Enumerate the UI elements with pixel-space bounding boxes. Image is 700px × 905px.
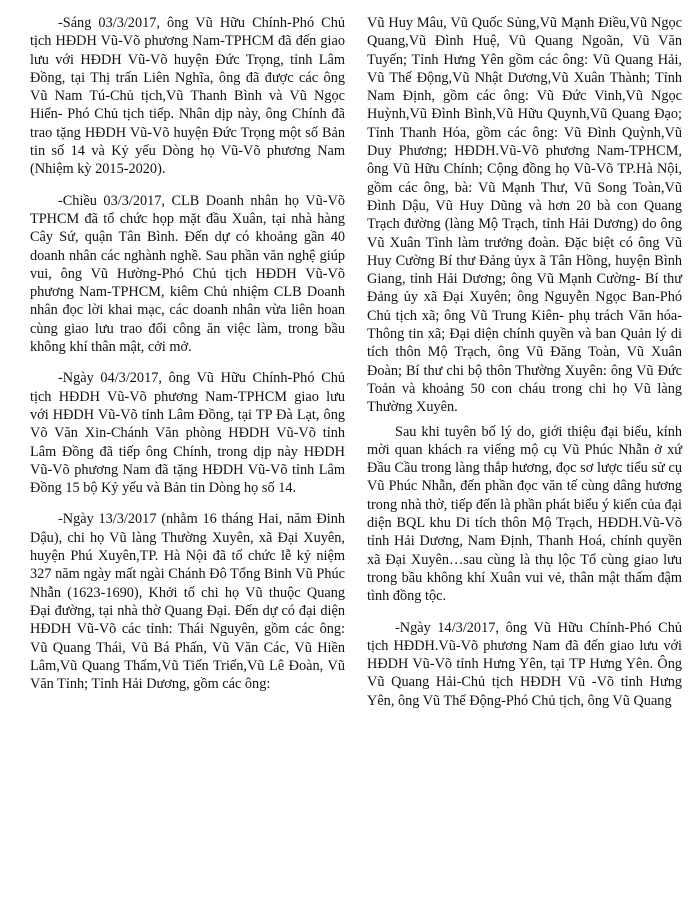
news-paragraph-2: -Chiều 03/3/2017, CLB Doanh nhân họ Vũ-Võ TPHCM đã tổ chức họp mặt đầu Xuân, tại nhà hàng Cây Sứ, quận Tân Bình. Đến dự có khoảng gần 40 doanh nhân các nghành nghề. Sau phần văn nghệ giúp vui, ông Vũ Hường-Phó Chủ tịch HĐDH Vũ-Võ phương Nam-TPHCM, kiêm Chủ nhiệm CLB Doanh nhân đọc lời khai mạc, các doanh nhân vừa liên hoan cùng giao lưu trao đổi công ăn việc làm, trong bầu không khí thân mật, cởi mở. <box>30 192 345 356</box>
news-paragraph-4: -Ngày 13/3/2017 (nhằm 16 tháng Hai, năm Đinh Dậu), chi họ Vũ làng Thường Xuyên, xã Đại Xuyên, huyện Phú Xuyên,TP. Hà Nội đã tổ chức lễ kỷ niệm 327 năm ngày mất ngài Chánh Đô Tổng Binh Vũ Phúc Nhẫn (1623-1690), Khởi tổ chi họ Vũ thuộc Quang Đại đường, tại nhà thờ Quang Đại. Đến dự có đại diện HĐDH Vũ-Võ các tỉnh: Thái Nguyên, gồm các ông: Vũ Quang Thái, Vũ Bá Phấn, Vũ Văn Các, Vũ Hiền Lâm,Vũ Quang Thẩm,Vũ Tiến Triển,Vũ Lê Đoàn, Vũ Văn Tỉnh; Tỉnh Hải Dương, gồm các ông: <box>30 511 345 693</box>
news-paragraph-4-continued: Vũ Huy Mâu, Vũ Quốc Sủng,Vũ Mạnh Điều,Vũ Ngọc Quang,Vũ Đình Huệ, Vũ Quang Ngoãn, Vũ Văn Tuyến; Tỉnh Hưng Yên gồm các ông: Vũ Quang Hải, Vũ Thế Động,Vũ Nhật Dương,Vũ Xuân Thành; Tỉnh Nam Định, gồm các ông: Vũ Đức Vinh,Vũ Ngọc Huỳnh,Vũ Đình Bình,Vũ Hữu Quynh,Vũ Quang Đạo; Tỉnh Thanh Hóa, gồm các ông: Vũ Đình Quỳnh,Vũ Duy Phương; HĐDH.Vũ-Võ phương Nam-TPHCM, ông Vũ Hữu Chính; Cộng đồng họ Vũ-Võ TP.Hà Nội, gồm các ông, bà: Vũ Mạnh Thư, Vũ Song Toàn,Vũ Đình Dậu, Vũ Huy Dũng và hơn 20 bà con Quang Trạch đường (làng Mộ Trạch, tỉnh Hải Dương) do ông Vũ Xuân Tình làm trưởng đoàn. Đặc biệt có ông Vũ Huy Cường Bí thư Đảng ủyx ã Tân Hồng, huyện Bình Giang, tỉnh Hải Dương; ông Vũ Mạnh Cường- Bí thư Đảng ủy xã Đại Xuyên; ông Nguyễn Ngọc Ban-Phó Chủ tịch xã; ông Vũ Trung Kiên- phụ trách Văn hóa- Thông tin xã; Đại diện chính quyền và ban Quản lý di tích thôn Mộ Trạch, ông Vũ Đăng Toàn, Vũ Xuân Đoàn; Bí thư chi bộ thôn Thường Xuyên: ông Vũ Đức Toản và khoảng 50 con cháu trong chi họ Vũ làng Thường Xuyên. <box>367 15 682 416</box>
news-paragraph-3: -Ngày 04/3/2017, ông Vũ Hữu Chính-Phó Chủ tịch HĐDH Vũ-Võ phương Nam-TPHCM giao lưu với HĐDH Vũ-Võ tỉnh Lâm Đồng, tại TP Đà Lạt, ông Võ Văn Xin-Chánh Văn phòng HĐDH Vũ-Võ tỉnh Lâm Đồng đã tiếp ông Chính, trong dịp này HĐDH Vũ-Võ phương Nam đã tặng HĐDH Vũ-Võ tỉnh Lâm Đồng 15 bộ Kỷ yếu và Bản tin Dòng họ số 14. <box>30 370 345 497</box>
right-column <box>367 14 682 905</box>
news-paragraph-5: Sau khi tuyên bố lý do, giới thiệu đại biểu, kính mời quan khách ra viếng mộ cụ Vũ Phúc Nhẫn ở xứ Đầu Cầu trong làng thắp hương, đọc sơ lược tiểu sử cụ Vũ Phúc Nhẫn, đến phần đọc văn tế cùng dâng hương trong nhà thờ, tiếp đến là phần phát biểu ý kiến của đại diện BQL khu Di tích thôn Mộ Trạch, HĐDH.Vũ-Võ tỉnh Hải Dương, Nam Định, Thanh Hoá, chính quyền xã Đại Xuyên…sau cùng là thụ lộc Tổ cùng giao lưu trong bầu không khí Xuân vui vẻ, thân mật thấm đậm tình đồng tộc. <box>367 423 682 605</box>
news-paragraph-6: -Ngày 14/3/2017, ông Vũ Hữu Chính-Phó Chủ tịch HĐDH.Vũ-Võ phương Nam đã đến giao lưu với HĐDH Vũ-Võ tỉnh Hưng Yên, tại TP Hưng Yên. Ông Vũ Quang Hải-Chủ tịch HĐDH Vũ -Võ tỉnh Hưng Yên, ông Vũ Thế Động-Phó Chủ tịch, ông Vũ Quang <box>367 619 682 709</box>
news-paragraph-1: -Sáng 03/3/2017, ông Vũ Hữu Chính-Phó Chủ tịch HĐDH Vũ-Võ phương Nam-TPHCM đã đến giao lưu với HĐDH Vũ-Võ huyện Đức Trọng, tỉnh Lâm Đồng, tại Thị trấn Liên Nghĩa, ông đã được các ông Vũ Nam Tú-Chủ tịch,Vũ Thanh Bình và Vũ Ngọc Hiển- Phó Chủ tịch tiếp. Nhân dịp này, ông Chính đã trao tặng HĐDH Vũ-Võ huyện Đức Trọng một số Bản tin số 14 và Kỷ yếu Dòng họ Vũ-Võ phương Nam (Nhiệm kỳ 2015-2020). <box>30 15 345 178</box>
left-column <box>30 14 345 905</box>
